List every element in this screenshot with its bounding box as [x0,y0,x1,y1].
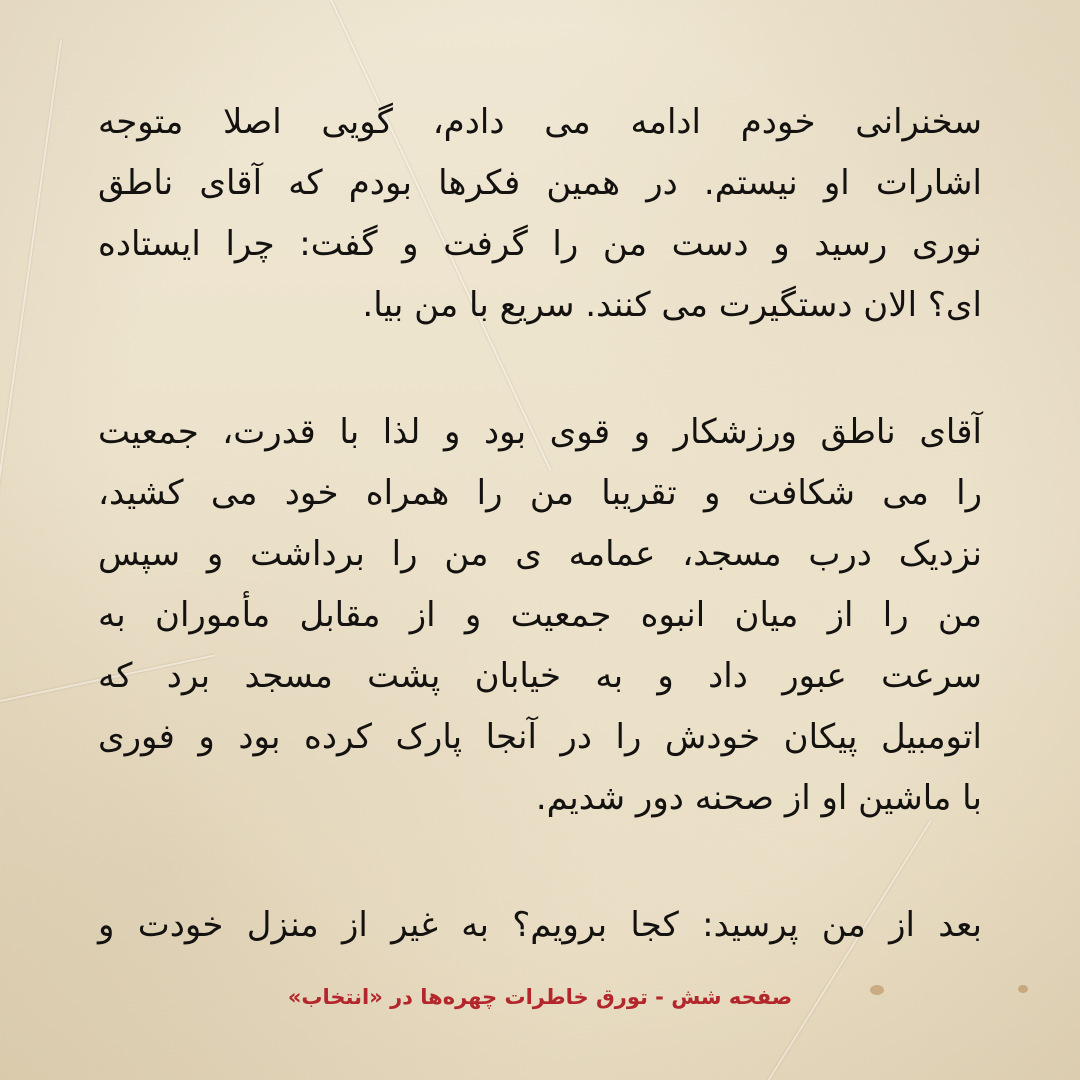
paragraph-3 [98,895,982,956]
text-line: من را از میان انبوه جمعیت و از مقابل مأموران به [98,595,982,635]
text-line: آقای ناطق ورزشکار و قوی بود و لذا با قدرت، جمعیت [98,412,982,452]
text-line: ای؟ الان دستگیرت می کنند. سریع با من بیا. [362,285,982,325]
text-line: بعد از من پرسید: کجا برویم؟ به غیر از منزل خودت و [98,905,982,945]
text-line: سخنرانی خودم ادامه می دادم، گویی اصلا متوجه [98,102,982,142]
text-line: سرعت عبور داد و به خیابان پشت مسجد برد که [98,656,982,696]
text-line: نزدیک درب مسجد، عمامه ی من را برداشت و سپس [98,534,982,574]
paragraph-2 [98,402,982,829]
text-line: را می شکافت و تقریبا من را همراه خود می کشید، [98,473,982,513]
paragraph-gap [98,829,982,895]
text-line: اشارات او نیستم. در همین فکرها بودم که آقای ناطق [98,163,982,203]
source-caption-text: صفحه شش - تورق خاطرات چهره‌ها در «انتخاب» [287,985,793,1009]
document-body [98,92,982,956]
paragraph-gap [98,336,982,402]
text-line: با ماشین او از صحنه دور شدیم. [535,778,982,818]
text-line: اتومبیل پیکان خودش را در آنجا پارک کرده بود و فوری [98,717,982,757]
text-line: نوری رسید و دست من را گرفت و گفت: چرا ایستاده [98,224,982,264]
source-caption [0,985,1080,1009]
paragraph-1 [98,92,982,336]
paper-crease [0,40,62,832]
